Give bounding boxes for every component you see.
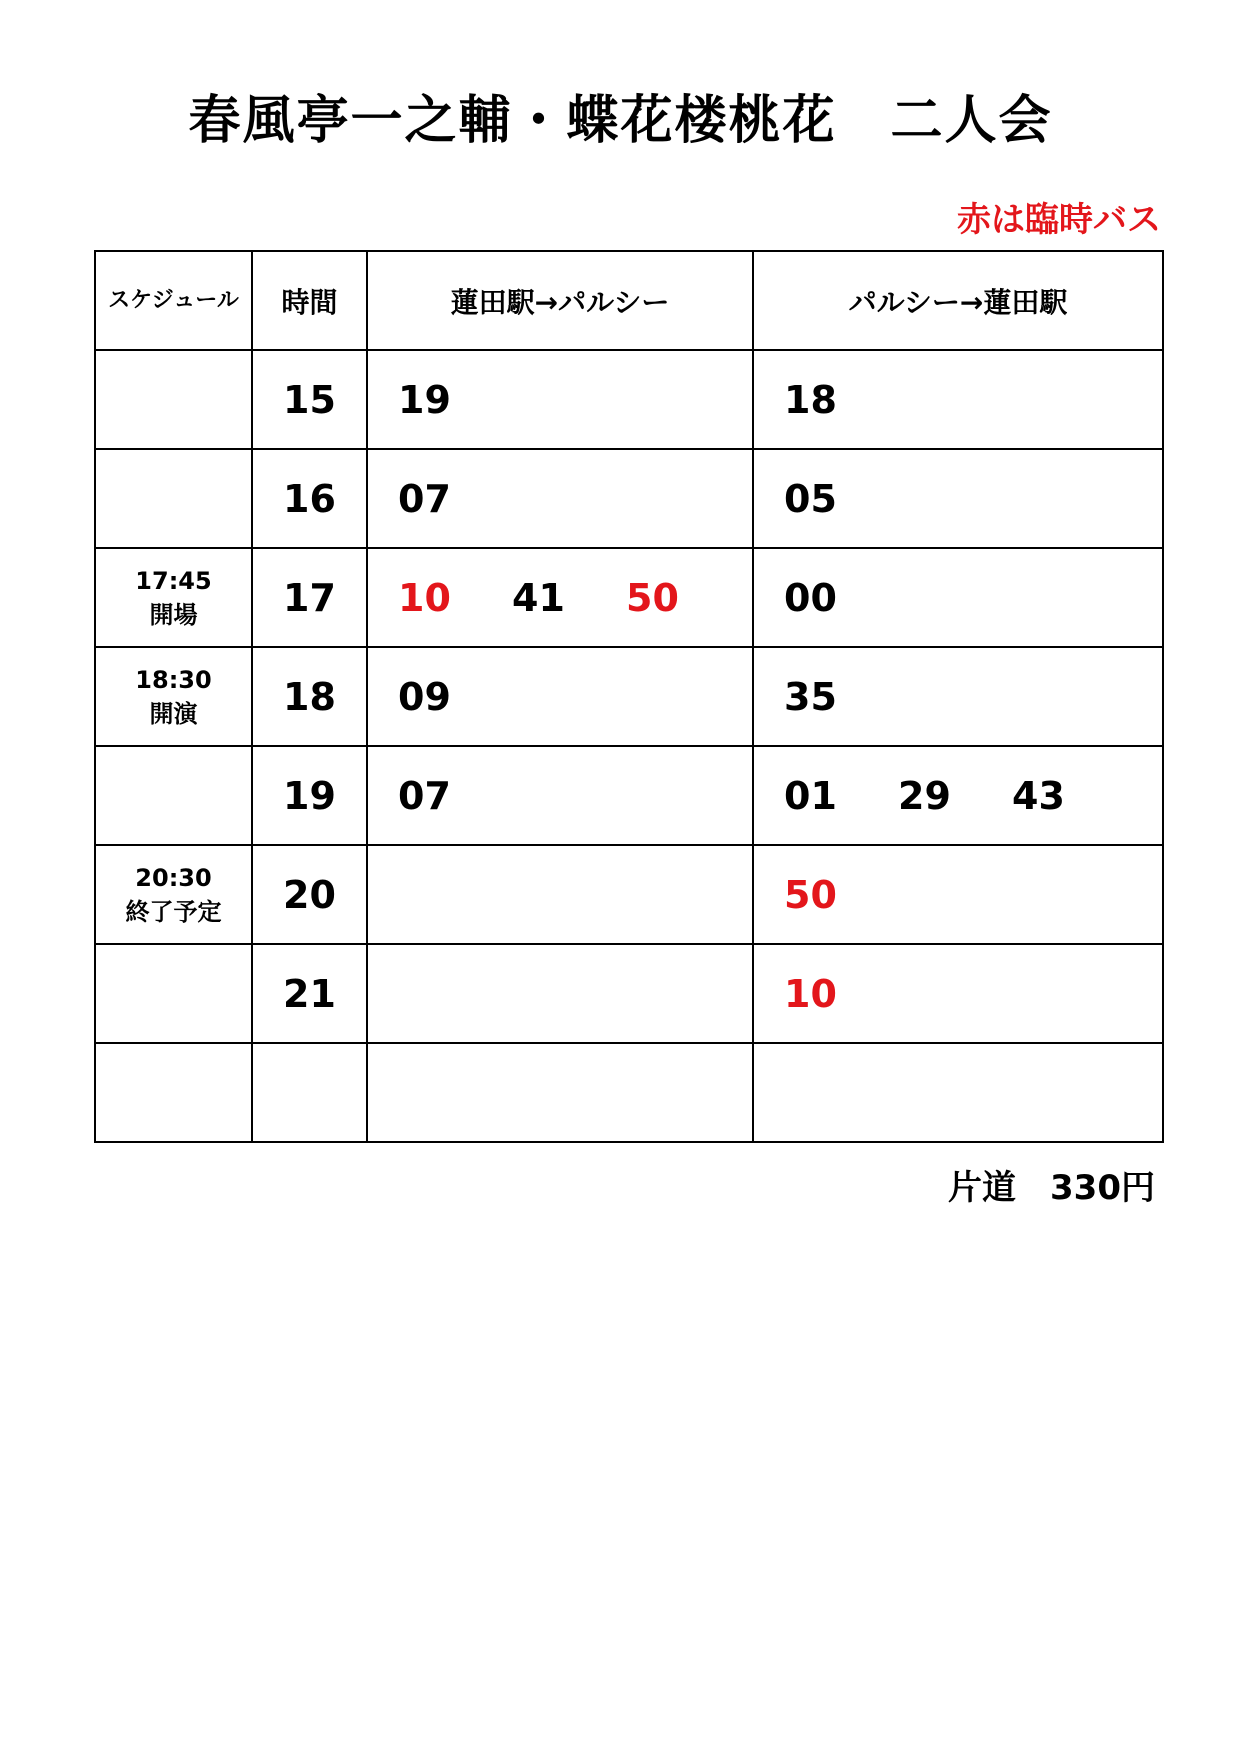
fare-info: 片道 330円 (948, 1168, 1155, 1208)
schedule-cell (95, 1043, 252, 1142)
departure-minute-temporary: 10 (398, 575, 451, 620)
hour-cell: 21 (252, 944, 367, 1043)
schedule-cell (95, 548, 252, 647)
schedule-cell (95, 845, 252, 944)
hour-cell: 17 (252, 548, 367, 647)
departure-minute: 41 (512, 575, 565, 620)
departure-minute: 05 (784, 476, 837, 521)
departure-minute: 18 (784, 377, 837, 422)
to-parcy-cell (367, 944, 753, 1043)
table-row (95, 845, 1163, 944)
to-station-cell (753, 845, 1163, 944)
to-parcy-cell (367, 746, 753, 845)
departure-minute: 43 (1012, 773, 1065, 818)
to-station-cell (753, 746, 1163, 845)
schedule-cell (95, 449, 252, 548)
hour-cell: 15 (252, 350, 367, 449)
schedule-cell (95, 944, 252, 1043)
to-station-cell (753, 1043, 1163, 1142)
schedule-event: 終了予定 (125, 897, 222, 926)
to-parcy-cell (367, 548, 753, 647)
header-schedule: スケジュール (95, 251, 252, 350)
schedule-cell (95, 647, 252, 746)
table-row (95, 1043, 1163, 1142)
table-row (95, 647, 1163, 746)
departure-minute-temporary: 10 (784, 971, 837, 1016)
departure-minute: 19 (398, 377, 451, 422)
schedule-time: 20:30 (135, 863, 212, 892)
hour-cell (252, 1043, 367, 1142)
to-parcy-cell (367, 647, 753, 746)
table-row (95, 944, 1163, 1043)
to-parcy-cell (367, 350, 753, 449)
departure-minute-temporary: 50 (626, 575, 679, 620)
to-parcy-cell (367, 1043, 753, 1142)
departure-minute: 01 (784, 773, 837, 818)
table-row (95, 350, 1163, 449)
hour-cell: 16 (252, 449, 367, 548)
departure-minute: 29 (898, 773, 951, 818)
table-row (95, 449, 1163, 548)
hour-cell: 18 (252, 647, 367, 746)
to-parcy-cell (367, 449, 753, 548)
bus-timetable (94, 250, 1164, 1143)
departure-minute-temporary: 50 (784, 872, 837, 917)
header-to-station: パルシー→蓮田駅 (753, 251, 1163, 350)
departure-minute: 07 (398, 773, 451, 818)
table-row (95, 746, 1163, 845)
departure-minute: 09 (398, 674, 451, 719)
schedule-cell (95, 350, 252, 449)
schedule-cell (95, 746, 252, 845)
to-station-cell (753, 548, 1163, 647)
header-hour: 時間 (252, 251, 367, 350)
temporary-bus-note: 赤は臨時バス (957, 200, 1161, 240)
schedule-event: 開場 (149, 600, 198, 629)
schedule-event: 開演 (149, 699, 198, 728)
header-to-parcy: 蓮田駅→パルシー (367, 251, 753, 350)
to-station-cell (753, 944, 1163, 1043)
page-title: 春風亭一之輔・蝶花楼桃花 二人会 (188, 91, 1053, 151)
to-station-cell (753, 647, 1163, 746)
departure-minute: 07 (398, 476, 451, 521)
departure-minute: 00 (784, 575, 837, 620)
to-station-cell (753, 350, 1163, 449)
to-parcy-cell (367, 845, 753, 944)
hour-cell: 19 (252, 746, 367, 845)
hour-cell: 20 (252, 845, 367, 944)
departure-minute: 35 (784, 674, 837, 719)
table-header-row (95, 251, 1163, 350)
schedule-time: 17:45 (135, 566, 212, 595)
schedule-time: 18:30 (135, 665, 212, 694)
to-station-cell (753, 449, 1163, 548)
table-row (95, 548, 1163, 647)
